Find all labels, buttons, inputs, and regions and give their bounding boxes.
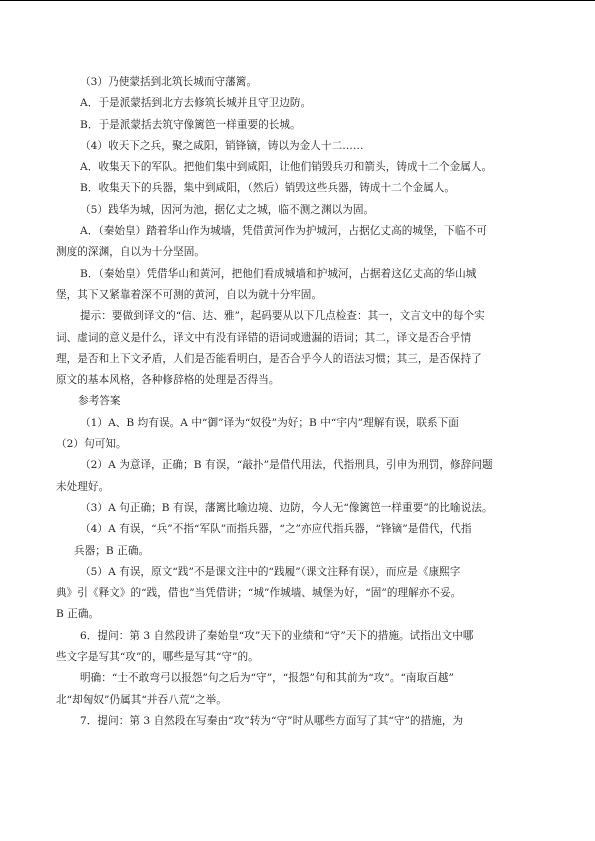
text-line: （2）A 为意译，正确；B 有误，“敲扑”是借代用法，代指刑具，引申为刑罚，修辞问题 [80,459,493,472]
question-line: 些文字是写其“攻”的，哪些是写其“守”的。 [56,651,259,664]
text-line: B．于是派蒙括去筑守像篱笆一样重要的长城。 [80,118,301,131]
text-line: （1）A、B 均有误。A 中“御”译为“奴役”为好；B 中“宇内”理解有误，联系下面 [80,416,459,429]
text-line: B 正确。 [56,608,100,621]
answer-line: 北“却匈奴”仍属其“并吞八荒”之举。 [56,693,227,706]
text-line: （5）践华为城，因河为池，据亿丈之城，临不测之渊以为固。 [80,203,375,216]
question-line: 6．提问：第 3 自然段讲了秦始皇“攻”天下的业绩和“守”天下的措施。试指出文中哪 [80,629,474,642]
text-line: 兵器；B 正确。 [74,544,150,557]
text-line: 堡，其下又紧靠着深不可测的黄河，自以为就十分牢固。 [56,288,323,301]
text-line: B．收集天下的兵器，集中到咸阳，（然后）销毁这些兵器，铸成十二个金属人。 [80,182,456,195]
text-line: 测度的深渊，自以为十分坚固。 [56,246,206,259]
text-line: 提示：要做到译文的“信、达、雅”，起码要从以下几点检查：其一，文言文中的每个实 [80,310,485,323]
text-line: A．收集天下的军队。把他们集中到咸阳，让他们销毁兵刃和箭头，铸成十二个金属人。 [80,161,493,174]
answer-line: 明确：“士不敢弯弓以报怨”句之后为“守”，“报怨”句和其前为“攻”。“南取百越” [80,672,454,685]
text-line: （5）A 有误，原文“践”不是课文注中的“践履”（课文注释有误），而应是《康熙字 [80,565,461,578]
text-line: （2）句可知。 [56,438,127,451]
text-line: （3）乃使蒙括到北筑长城而守藩篱。 [80,76,258,88]
document-page [56,72,542,732]
text-line: 典》引《释文》的“践，借也”当凭借讲；“城”作城墙、城堡为好，“固”的理解亦不妥。 [56,587,462,600]
text-line: A．于是派蒙括到北方去修筑长城并且守卫边防。 [80,97,312,110]
section-heading: 参考答案 [78,395,121,408]
text-line: （3）A 句正确；B 有误，藩篱比喻边境、边防，今人无“像篱笆一样重要”的比喻说法。 [80,501,493,514]
question-line: 7．提问：第 3 自然段在写秦由“攻”转为“守”时从哪些方面写了其“守”的措施，为 [80,714,464,727]
text-line: 原文的基本风格，各种修辞格的处理是否得当。 [56,374,280,387]
page-top-rule [0,0,595,1]
text-line: （4）A 有误，“兵”不指“军队”而指兵器，“之”亦应代指兵器，“锋镝”是借代，代指 [80,523,472,536]
text-line: 理，是否和上下文矛盾，人们是否能看明白，是否合乎今人的语法习惯；其三，是否保持了 [56,352,482,365]
text-line: A．（秦始皇）踏着华山作为城墙，凭借黄河作为护城河，占据亿丈高的城堡，下临不可 [80,225,487,238]
text-line: （4）收天下之兵，聚之咸阳，销锋镝，铸以为金人十二…… [80,139,364,152]
text-line: 词、虚词的意义是什么，译文中有没有译错的语词或遗漏的语词；其二，译文是否合乎情 [56,331,472,344]
text-line: 未处理好。 [56,480,110,493]
text-line: B．（秦始皇）凭借华山和黄河，把他们看成城墙和护城河，占据着这亿丈高的华山城 [80,267,477,280]
